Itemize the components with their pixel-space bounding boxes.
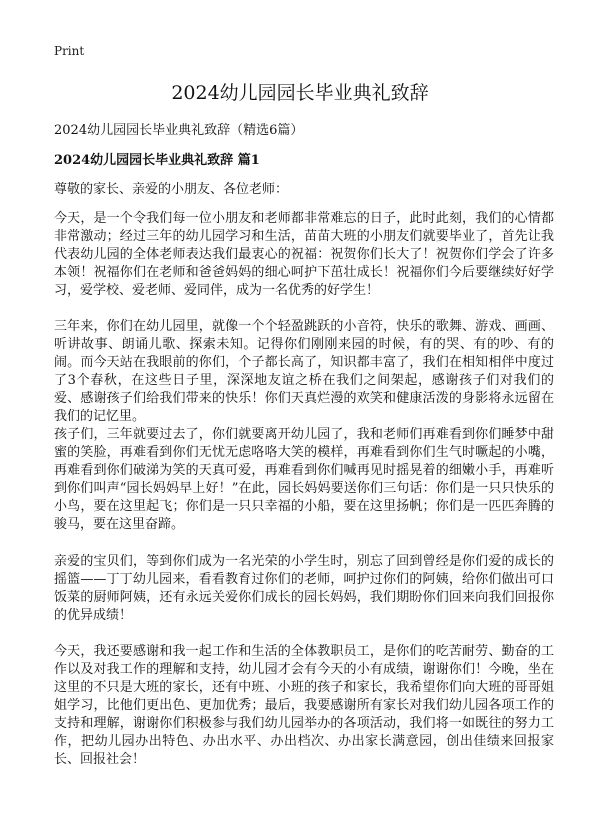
body-paragraph-4: 亲爱的宝贝们，等到你们成为一名光荣的小学生时，别忘了回到曾经是你们爱的成长的摇篮——丁丁幼儿园来，看看教育过你们的老师，呵护过你们的阿姨，给你们做出可口饭菜的厨师阿姨，还有永远关爱你们成长的园长妈妈，我们期盼你们回来向我们回报你的优异成绩！ (54, 554, 554, 623)
page-title: 2024幼儿园园长毕业典礼致辞 (171, 82, 429, 104)
body-paragraph-1: 今天，是一个令我们每一位小朋友和老师都非常难忘的日子，此时此刻，我们的心情都非常激动；经过三年的幼儿园学习和生活，苗苗大班的小朋友们就要毕业了，首先让我代表幼儿园的全体老师表达我们最衷心的祝福：祝贺你们长大了！祝贺你们学会了许多本领！祝福你们在老师和爸爸妈妈的细心呵护下茁壮成长！祝福你们今后要继续好好学习，爱学校、爱老师、爱同伴，成为一名优秀的好学生！ (54, 211, 554, 298)
print-link[interactable]: Print (54, 44, 85, 58)
greeting-line: 尊敬的家长、亲爱的小朋友、各位老师： (54, 182, 289, 197)
body-paragraph-3: 孩子们，三年就要过去了，你们就要离开幼儿园了，我和老师们再难看到你们睡梦中甜蜜的笑脸，再难看到你们无忧无虑咯咯大笑的模样，再难看到你们生气时噘起的小嘴，再难看到你们破涕为笑的天真可爱，再难看到你们喊再见时摇晃着的细嫩小手，再难听到你们叫声“园长妈妈早上好！”在此，园长妈妈要送你们三句话：你们是一只只快乐的小鸟，要在这里起飞；你们是一只只幸福的小船，要在这里扬帆；你们是一匹匹奔腾的骏马，要在这里奋蹄。 (54, 427, 554, 532)
document-subtitle: 2024幼儿园园长毕业典礼致辞（精选6篇） (54, 123, 304, 138)
body-paragraph-2: 三年来，你们在幼儿园里，就像一个个轻盈跳跃的小音符，快乐的歌舞、游戏、画画、听讲故事、朗诵儿歌、探索未知。记得你们刚刚来园的时候，有的哭、有的吵、有的闹。而今天站在我眼前的你们，个子都长高了，知识都丰富了，我们在相知相伴中度过了3个春秋，在这些日子里，深深地友谊之桥在我们之间架起，感谢孩子们对我们的爱、感谢孩子们给我们带来的快乐！你们天真烂漫的欢笑和健康活泼的身影将永远留在我们的记忆里。 (54, 319, 554, 424)
section-heading: 2024幼儿园园长毕业典礼致辞 篇1 (54, 153, 260, 168)
body-paragraph-5: 今天，我还要感谢和我一起工作和生活的全体教职员工，是你们的吃苦耐劳、勤奋的工作以及对我工作的理解和支持，幼儿园才会有今天的小有成绩，谢谢你们！今晚，坐在这里的不只是大班的家长，还有中班、小班的孩子和家长，我希望你们向大班的哥哥姐姐学习，比他们更出色、更加优秀；最后，我要感谢所有家长对我们幼儿园各项工作的支持和理解，谢谢你们积极参与我们幼儿园举办的各项活动，我们将一如既往的努力工作，把幼儿园办出特色、办出水平、办出档次、办出家长满意园，创出佳绩来回报家长、回报社会！ (54, 644, 554, 767)
